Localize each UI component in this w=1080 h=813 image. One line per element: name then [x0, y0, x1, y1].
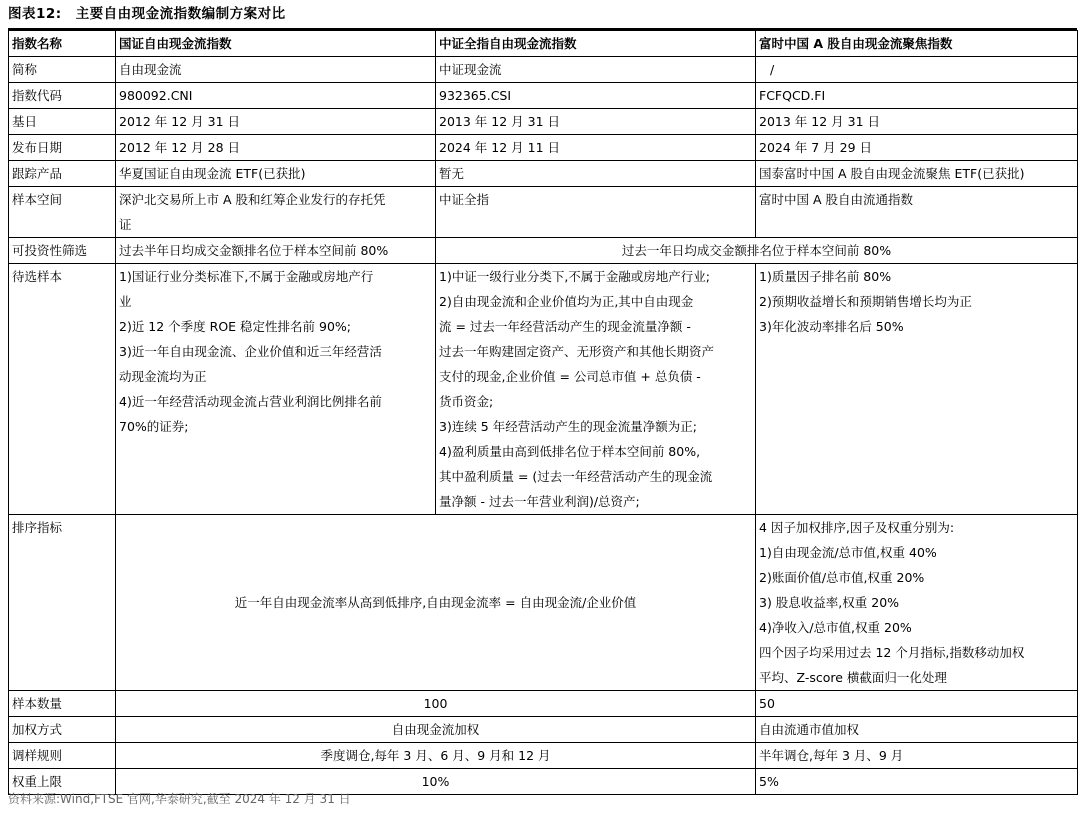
cell: 华夏国证自由现金流 ETF(已获批) [116, 161, 436, 187]
cell-line: 1)自由现金流/总市值,权重 40% [759, 545, 937, 560]
row-base-date [9, 109, 1078, 135]
cell [116, 264, 436, 515]
cell: 50 [756, 691, 1078, 717]
cell-line: 70%的证券; [119, 419, 189, 434]
cell: 自由流通市值加权 [756, 717, 1078, 743]
cell [756, 264, 1078, 515]
row-label: 基日 [9, 109, 116, 135]
cell-merged: 100 [116, 691, 756, 717]
cell: 过去半年日均成交金额排名位于样本空间前 80% [116, 238, 436, 264]
cell: 暂无 [436, 161, 756, 187]
row-short-name [9, 57, 1078, 83]
cell-merged: 10% [116, 769, 756, 795]
figure-title-text: 主要自由现金流指数编制方案对比 [75, 6, 286, 22]
cell-line: 4)盈利质量由高到低排名位于样本空间前 80%, [439, 444, 701, 459]
header-row-label: 指数名称 [9, 31, 116, 57]
row-label: 发布日期 [9, 135, 116, 161]
cell-line: 4)近一年经营活动现金流占营业利润比例排名前 [119, 394, 382, 409]
cell: 自由现金流 [116, 57, 436, 83]
row-candidates [9, 264, 1078, 515]
row-release-date [9, 135, 1078, 161]
cell-line: 其中盈利质量 = (过去一年经营活动产生的现金流 [439, 469, 713, 484]
cell-line: 平均、Z-score 横截面归一化处理 [759, 670, 947, 685]
cell: 980092.CNI [116, 83, 436, 109]
cell-line: 业 [119, 294, 132, 309]
cell: 5% [756, 769, 1078, 795]
cell-line: 过去一年购建固定资产、无形资产和其他长期资产 [439, 344, 715, 359]
row-label: 简称 [9, 57, 116, 83]
row-label: 指数代码 [9, 83, 116, 109]
cell-line: 4 因子加权排序,因子及权重分别为: [759, 520, 955, 535]
cell-line: 2)预期收益增长和预期销售增长均为正 [759, 294, 972, 309]
cell-line: 证 [119, 217, 132, 232]
row-sample-space [9, 187, 1078, 238]
cell: 国泰富时中国 A 股自由现金流聚焦 ETF(已获批) [756, 161, 1078, 187]
cell: 932365.CSI [436, 83, 756, 109]
row-label: 权重上限 [9, 769, 116, 795]
cell-line: 3) 股息收益率,权重 20% [759, 595, 900, 610]
cell-line: 深沪北交易所上市 A 股和红筹企业发行的存托凭 [119, 192, 386, 207]
cell-line: 1)中证一级行业分类下,不属于金融或房地产行业; [439, 269, 711, 284]
row-code [9, 83, 1078, 109]
cell-line: 1)国证行业分类标准下,不属于金融或房地产行 [119, 269, 374, 284]
cell-line: 四个因子均采用过去 12 个月指标,指数移动加权 [759, 645, 1025, 660]
cell-line: 3)年化波动率排名后 50% [759, 319, 904, 334]
header-col-ftse: 富时中国 A 股自由现金流聚焦指数 [756, 31, 1078, 57]
cell: 中证现金流 [436, 57, 756, 83]
row-label: 样本数量 [9, 691, 116, 717]
cell: 半年调仓,每年 3 月、9 月 [756, 743, 1078, 769]
cell-merged: 过去一年日均成交金额排名位于样本空间前 80% [436, 238, 1078, 264]
row-sample-count [9, 691, 1078, 717]
cell-line: 2)账面价值/总市值,权重 20% [759, 570, 925, 585]
cell: 富时中国 A 股自由流通指数 [756, 187, 1078, 238]
row-label: 加权方式 [9, 717, 116, 743]
cell-merged: 近一年自由现金流率从高到低排序,自由现金流率 = 自由现金流/企业价值 [116, 515, 756, 691]
figure-label: 图表12: [8, 6, 62, 22]
row-weighting [9, 717, 1078, 743]
row-label: 调样规则 [9, 743, 116, 769]
figure-title [8, 3, 286, 25]
header-col-cni: 国证自由现金流指数 [116, 31, 436, 57]
cell: 2013 年 12 月 31 日 [436, 109, 756, 135]
row-label: 待选样本 [9, 264, 116, 515]
row-investability [9, 238, 1078, 264]
comparison-table [8, 30, 1078, 795]
row-ranking [9, 515, 1078, 691]
cell-line: 2)近 12 个季度 ROE 稳定性排名前 90%; [119, 319, 352, 334]
cell-merged: 季度调仓,每年 3 月、6 月、9 月和 12 月 [116, 743, 756, 769]
cell-line: 量净额 - 过去一年营业利润)/总资产; [439, 494, 640, 509]
cell-line: 4)净收入/总市值,权重 20% [759, 620, 912, 635]
cell: 2012 年 12 月 31 日 [116, 109, 436, 135]
cell-line: 3)连续 5 年经营活动产生的现金流量净额为正; [439, 419, 697, 434]
cell: 2012 年 12 月 28 日 [116, 135, 436, 161]
cell [116, 187, 436, 238]
row-label: 样本空间 [9, 187, 116, 238]
header-row [9, 31, 1078, 57]
cell-line: 2)自由现金流和企业价值均为正,其中自由现金 [439, 294, 694, 309]
cell [756, 515, 1078, 691]
row-label: 可投资性筛选 [9, 238, 116, 264]
cell-merged: 自由现金流加权 [116, 717, 756, 743]
header-col-csi: 中证全指自由现金流指数 [436, 31, 756, 57]
cell-line: 支付的现金,企业价值 = 公司总市值 + 总负债 - [439, 369, 701, 384]
cell-line: 流 = 过去一年经营活动产生的现金流量净额 - [439, 319, 691, 334]
cell: 2024 年 7 月 29 日 [756, 135, 1078, 161]
cell-line: 3)近一年自由现金流、企业价值和近三年经营活 [119, 344, 382, 359]
cell-line: 1)质量因子排名前 80% [759, 269, 892, 284]
cell-line: 动现金流均为正 [119, 369, 207, 384]
row-label: 跟踪产品 [9, 161, 116, 187]
cell: FCFQCD.FI [756, 83, 1078, 109]
cell [436, 264, 756, 515]
row-label: 排序指标 [9, 515, 116, 691]
cell: 中证全指 [436, 187, 756, 238]
row-rebalance [9, 743, 1078, 769]
cell: 2013 年 12 月 31 日 [756, 109, 1078, 135]
source-note: 资料来源:Wind,FTSE 官网,华泰研究,截至 2024 年 12 月 31 日 [8, 792, 351, 806]
row-tracking-product [9, 161, 1078, 187]
cell: / [756, 57, 1078, 83]
cell: 2024 年 12 月 11 日 [436, 135, 756, 161]
cell-line: 货币资金; [439, 394, 494, 409]
